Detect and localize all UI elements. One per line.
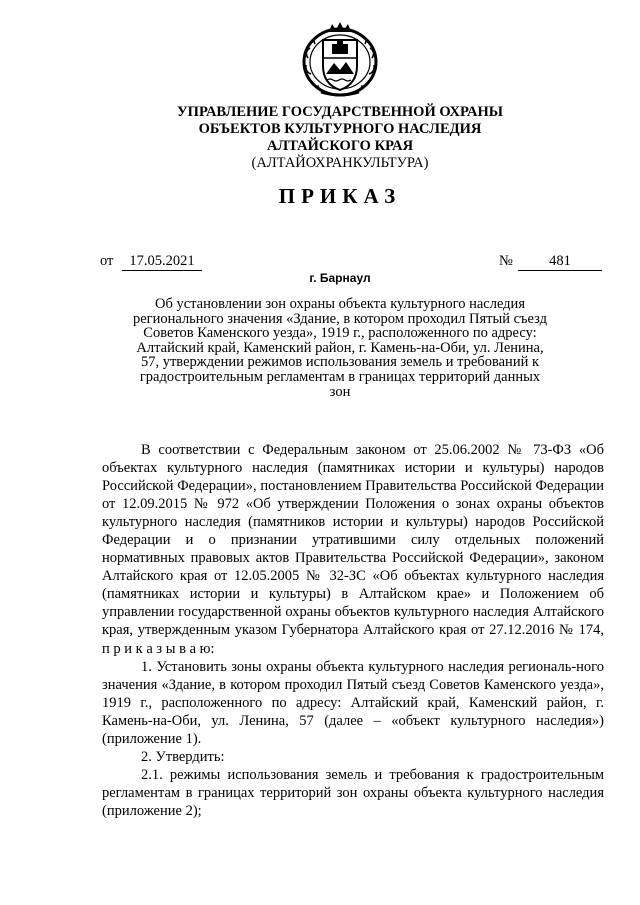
number-label: № (499, 253, 513, 269)
agency-name-line-1: УПРАВЛЕНИЕ ГОСУДАРСТВЕННОЙ ОХРАНЫ (177, 104, 503, 120)
order-body (102, 441, 604, 820)
order-number: 481 (518, 253, 602, 271)
agency-name-line-2: ОБЪЕКТОВ КУЛЬТУРНОГО НАСЛЕДИЯ (198, 121, 482, 137)
body-paragraph-item-2: 2. Утвердить: (141, 748, 225, 765)
order-date: 17.05.2021 (122, 253, 202, 271)
date-from-label: от (100, 253, 114, 269)
coat-of-arms-emblem (299, 18, 381, 98)
body-paragraph-item-1: 1. Установить зоны охраны объекта культурного наследия региональ-ного значения «Здание, в котором проходил Пятый съезд Советов Каменского уезда», 1919 г., расположенного по адресу: Алтайский край, Каменский район, г. Камень-на-Оби, ул. Ленина, 57 (далее – «объект культурного наследия») (приложение 1). (102, 658, 604, 747)
agency-name-line-3: АЛТАЙСКОГО КРАЯ (266, 138, 414, 154)
date-number-row (100, 253, 604, 273)
body-paragraph-item-2-1: 2.1. режимы использования земель и требования к градостроительным регламентам в границах территорий зон охраны объекта культурного наследия (приложение 2); (102, 766, 604, 819)
city-label: г. Барнаул (309, 271, 371, 285)
document-title: ПРИКАЗ (278, 184, 402, 208)
agency-header (0, 104, 640, 172)
agency-abbreviation: (АЛТАЙОХРАНКУЛЬТУРА) (251, 155, 429, 171)
order-subject: Об установлении зон охраны объекта культурного наследия регионального значения «Здание, в котором проходил Пятый съезд Советов Каменского уезда», 1919 г., расположенного по адресу: Алтайский край, Каменский район, г. Камень-на-Оби, ул. Ленина, 57, утверждении режимов использования земель и требований к градостроительным регламентам в границах территорий данных зон (132, 296, 548, 400)
body-paragraph-preamble: В соответствии с Федеральным законом от 25.06.2002 № 73-ФЗ «Об объектах культурного наследия (памятниках истории и культуры) народов Российской Федерации», постановлением Правительства Российской Федерации от 12.09.2015 № 972 «Об утверждении Положения о зонах охраны объектов культурного наследия (памятников истории и культуры) народов Российской Федерации и о признании утратившими силу отдельных положений нормативных правовых актов Правительства Российской Федерации», законом Алтайского края от 12.05.2005 № 32-ЗС «Об объектах культурного наследия (памятниках истории и культуры) в Алтайском крае» и Положением об управлении государственной охраны объектов культурного наследия Алтайского края, утвержденным указом Губернатора Алтайского края от 27.12.2016 № 174, п р и к а з ы в а ю: (102, 442, 604, 657)
